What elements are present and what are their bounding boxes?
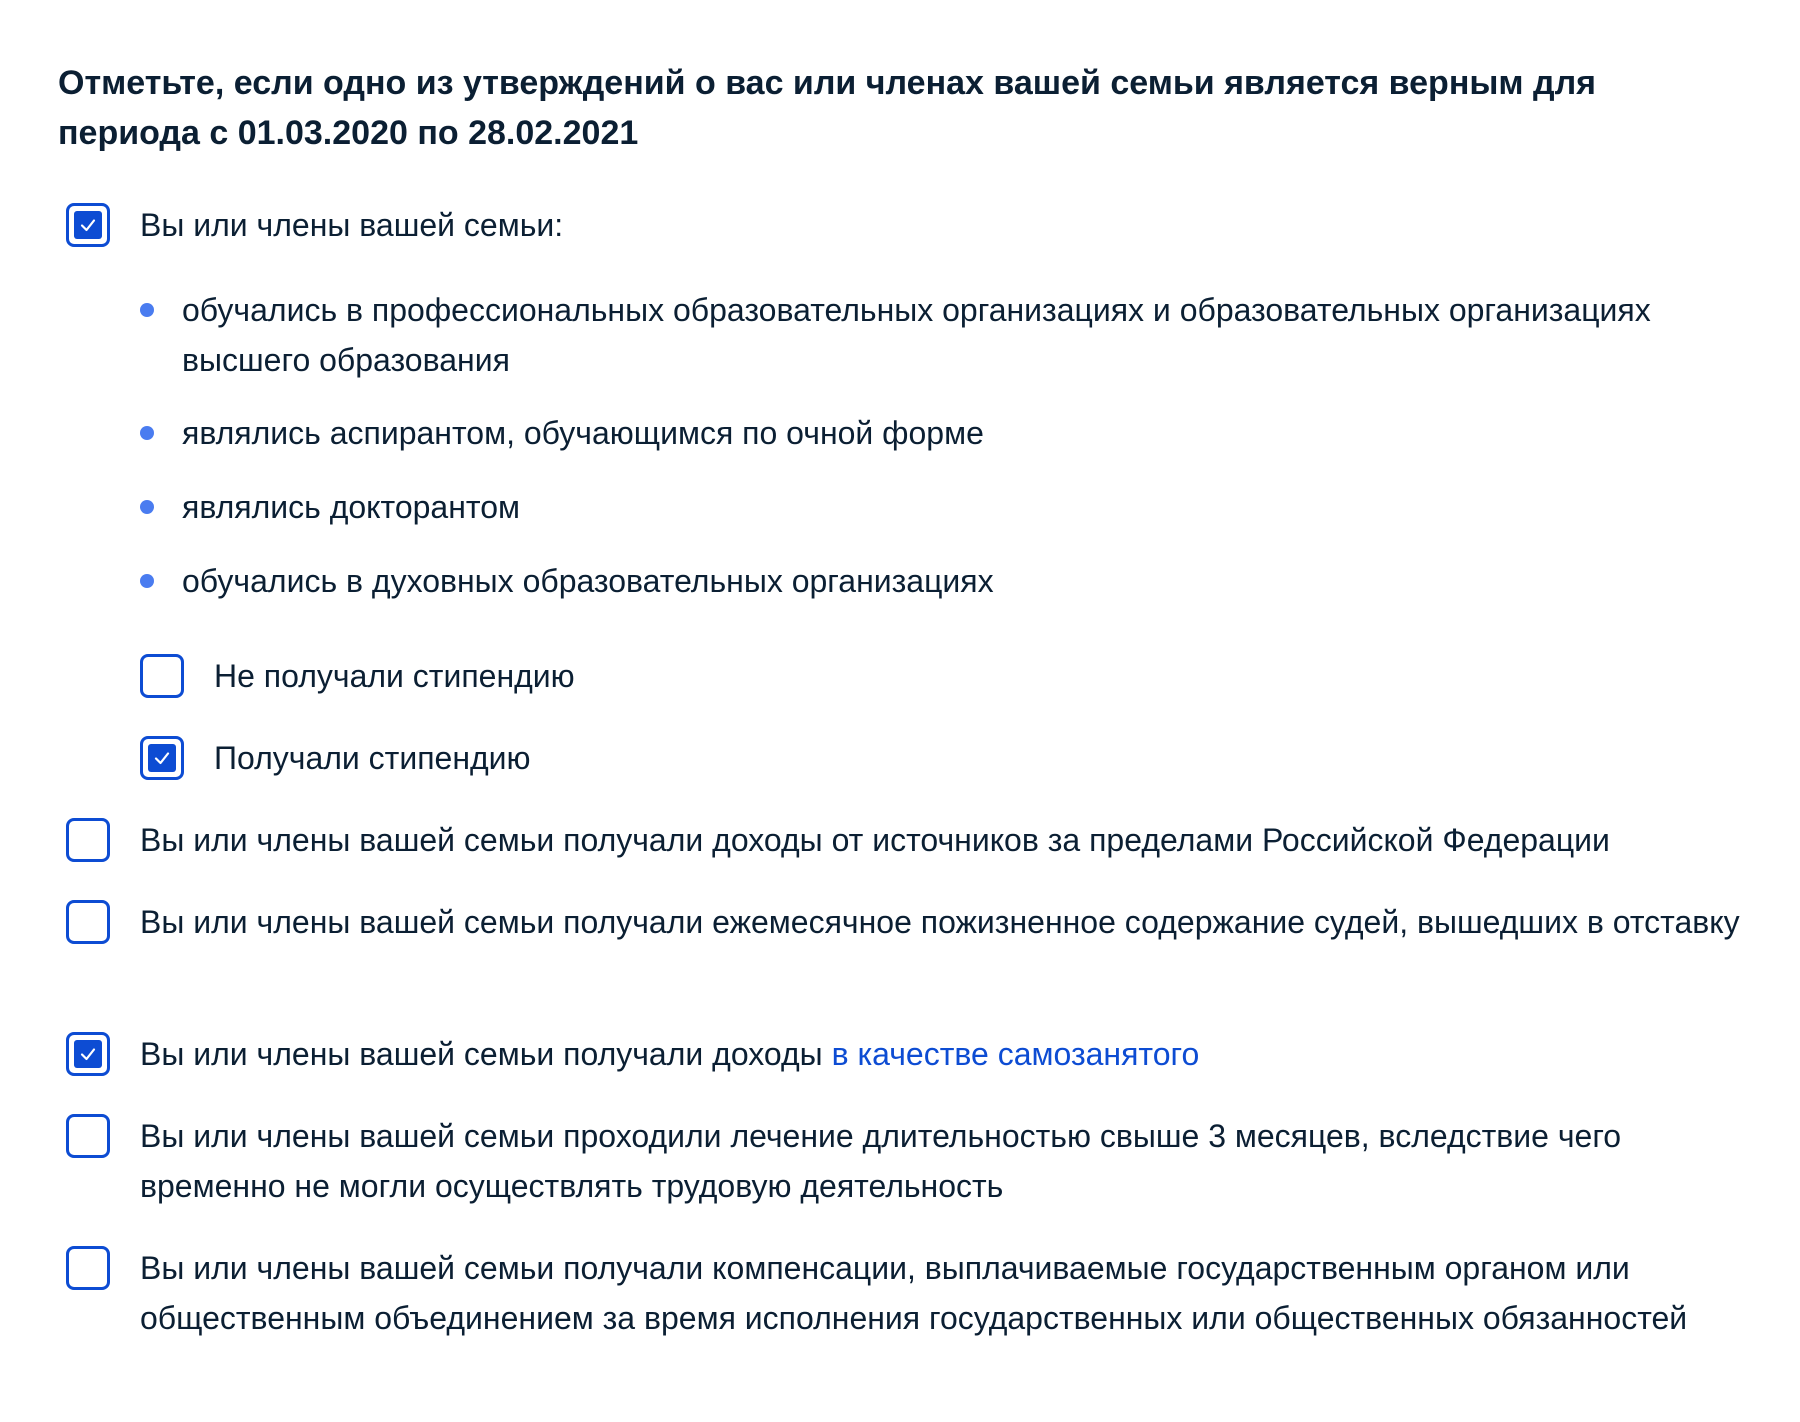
checkbox-row-self-employed[interactable] [66, 1032, 1740, 1079]
checkbox-self-employed[interactable] [66, 1032, 110, 1076]
checkbox-row-no-scholarship[interactable] [140, 654, 1734, 701]
checkbox-label-students: Вы или члены вашей семьи: [140, 207, 564, 243]
page-title: Отметьте, если одно из утверждений о вас или членах вашей семьи является верным для периода с 01.03.2020 по 28.02.2021 [58, 64, 1597, 152]
checkmark-icon [79, 1045, 97, 1063]
list-item-text: являлись докторантом [182, 489, 520, 525]
checkbox-row-compensation[interactable] [66, 1246, 1740, 1343]
list-item-text: обучались в духовных образовательных организациях [182, 563, 994, 599]
list-item-text: обучались в профессиональных образовательных организациях и образовательных организациях высшего образования [182, 292, 1651, 378]
checkbox-label-judges-pension: Вы или члены вашей семьи получали ежемесячное пожизненное содержание судей, вышедших в отставку [140, 904, 1740, 940]
list-item [140, 285, 1682, 385]
checkbox-label-scholarship: Получали стипендию [214, 740, 531, 776]
bullet-icon [140, 500, 154, 514]
self-employed-link[interactable]: в качестве самозанятого [831, 1036, 1200, 1072]
list-item-text: являлись аспирантом, обучающимся по очной форме [182, 415, 984, 451]
list-item [140, 556, 1682, 606]
checkbox-compensation[interactable] [66, 1246, 110, 1290]
checkbox-foreign-income[interactable] [66, 818, 110, 862]
bullet-icon [140, 574, 154, 588]
checkbox-scholarship[interactable] [140, 736, 184, 780]
checkbox-label-no-scholarship: Не получали стипендию [214, 658, 575, 694]
checkmark-icon [153, 749, 171, 767]
checkbox-row-treatment[interactable] [66, 1114, 1740, 1211]
checkbox-label-compensation: Вы или члены вашей семьи получали компенсации, выплачиваемые государственным органом или общественным объединением за время исполнения государственных или общественных обязанностей [140, 1250, 1688, 1336]
self-employed-label-text: Вы или члены вашей семьи получали доходы [140, 1036, 823, 1072]
checkbox-label-self-employed [140, 1029, 1740, 1079]
list-item [140, 482, 1682, 532]
checkbox-row-students[interactable] [66, 203, 1740, 250]
list-item [140, 408, 1682, 458]
checkbox-students[interactable] [66, 203, 110, 247]
checkbox-row-scholarship[interactable] [140, 736, 1734, 783]
checkbox-judges-pension[interactable] [66, 900, 110, 944]
checkbox-label-treatment: Вы или члены вашей семьи проходили лечение длительностью свыше 3 месяцев, вследствие чего временно не могли осуществлять трудовую деятельность [140, 1118, 1622, 1204]
bullet-icon [140, 426, 154, 440]
checkbox-row-foreign-income[interactable] [66, 818, 1740, 865]
checkbox-treatment[interactable] [66, 1114, 110, 1158]
checkbox-row-judges-pension[interactable] [66, 900, 1740, 947]
bullet-icon [140, 303, 154, 317]
checkmark-icon [79, 216, 97, 234]
checkbox-label-foreign-income: Вы или члены вашей семьи получали доходы от источников за пределами Российской Федерации [140, 822, 1610, 858]
checkbox-no-scholarship[interactable] [140, 654, 184, 698]
